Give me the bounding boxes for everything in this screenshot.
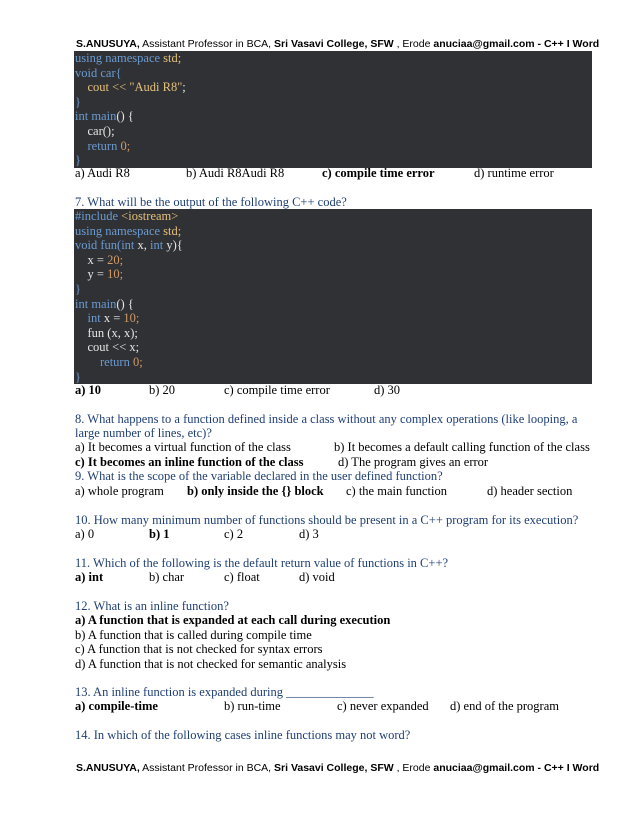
code-line: int main() { <box>75 109 134 124</box>
q7-question: 7. What will be the output of the following C++ code? <box>75 195 347 209</box>
code-block-2 <box>74 209 592 384</box>
code-line: void fun(int x, int y){ <box>75 238 183 253</box>
code-line: int x = 10; <box>75 311 140 326</box>
q8-option-d: d) The program gives an error <box>338 455 489 469</box>
q13-option-d: d) end of the program <box>450 699 559 713</box>
code-line: } <box>75 94 81 109</box>
q8-option-c: c) It becomes an inline function of the class <box>75 455 304 469</box>
code-line: x = 20; <box>75 252 124 267</box>
q10-option-a: a) 0 <box>75 527 95 541</box>
q9-option-d: d) header section <box>487 484 573 498</box>
q6-option-a: a) Audi R8 <box>75 166 130 180</box>
footer-place: , Erode <box>393 762 434 774</box>
code-line: cout << "Audi R8"; <box>75 80 186 95</box>
q9-option-b: b) only inside the {} block <box>187 484 324 498</box>
q6-option-d: d) runtime error <box>474 166 554 180</box>
footer-role: Assistant Professor in BCA, <box>139 762 275 774</box>
q9-option-a: a) whole program <box>75 484 164 498</box>
header-email: anuciaa@gmail.com - C++ I Word <box>433 38 600 50</box>
code-block-1 <box>74 51 592 168</box>
q12-question: 12. What is an inline function? <box>75 599 229 613</box>
page-header <box>76 38 599 50</box>
code-line: car(); <box>75 123 115 138</box>
q11-question: 11. Which of the following is the default return value of functions in C++? <box>75 556 449 570</box>
q10-option-b: b) 1 <box>149 527 170 541</box>
q7-option-d: d) 30 <box>374 383 401 397</box>
code-line: } <box>75 153 81 168</box>
q11-option-a: a) int <box>75 570 104 584</box>
q12-option-c: c) A function that is not checked for syntax errors <box>75 642 323 656</box>
q13-option-c: c) never expanded <box>337 699 429 713</box>
q8-option-b: b) It becomes a default calling function of the class <box>334 440 590 454</box>
q11-option-c: c) float <box>224 570 260 584</box>
code-line: fun (x, x); <box>75 325 138 340</box>
q13-option-b: b) run-time <box>224 699 281 713</box>
q12-option-d: d) A function that is not checked for semantic analysis <box>75 657 347 671</box>
q13-question: 13. An inline function is expanded during ______________ <box>75 685 374 699</box>
q8-question-line2: large number of lines, etc)? <box>75 426 212 440</box>
code-line: using namespace std; <box>75 51 182 65</box>
code-line: void car{ <box>75 65 122 80</box>
q7-option-b: b) 20 <box>149 383 176 397</box>
code-line: #include <iostream> <box>75 209 179 223</box>
q7-option-a: a) 10 <box>75 383 102 397</box>
footer-email: anuciaa@gmail.com - C++ I Word <box>433 762 600 774</box>
header-name: S.ANUSUYA, <box>76 38 140 50</box>
q11-option-b: b) char <box>149 570 185 584</box>
code-line: } <box>75 281 81 296</box>
page-footer <box>76 762 599 774</box>
q6-option-c: c) compile time error <box>322 166 435 180</box>
q11-option-d: d) void <box>299 570 335 584</box>
header-place: , Erode <box>393 38 434 50</box>
q13-option-a: a) compile-time <box>75 699 158 713</box>
q12-option-a: a) A function that is expanded at each call during execution <box>75 613 391 627</box>
q10-question: 10. How many minimum number of functions should be present in a C++ program for its execution? <box>75 513 579 527</box>
code-line: } <box>75 369 81 384</box>
q8-question-line1: 8. What happens to a function defined inside a class without any complex operations (like looping, a <box>75 412 578 426</box>
q9-question: 9. What is the scope of the variable declared in the user defined function? <box>75 469 443 483</box>
q14-question: 14. In which of the following cases inline functions may not word? <box>75 728 411 742</box>
header-college: Sri Vasavi College, SFW <box>274 38 394 50</box>
q7-option-c: c) compile time error <box>224 383 330 397</box>
code-line: using namespace std; <box>75 223 182 238</box>
header-role: Assistant Professor in BCA, <box>139 38 275 50</box>
code-line: return 0; <box>75 354 143 369</box>
q12-option-b: b) A function that is called during compile time <box>75 628 312 642</box>
q10-option-c: c) 2 <box>224 527 244 541</box>
q6-option-b: b) Audi R8Audi R8 <box>186 166 285 180</box>
code-line: int main() { <box>75 296 134 311</box>
footer-college: Sri Vasavi College, SFW <box>274 762 394 774</box>
footer-name: S.ANUSUYA, <box>76 762 140 774</box>
q8-option-a: a) It becomes a virtual function of the class <box>75 440 291 454</box>
code-line: cout << x; <box>75 340 140 355</box>
code-line: return 0; <box>75 138 131 153</box>
q10-option-d: d) 3 <box>299 527 319 541</box>
code-line: y = 10; <box>75 267 124 282</box>
q9-option-c: c) the main function <box>346 484 448 498</box>
